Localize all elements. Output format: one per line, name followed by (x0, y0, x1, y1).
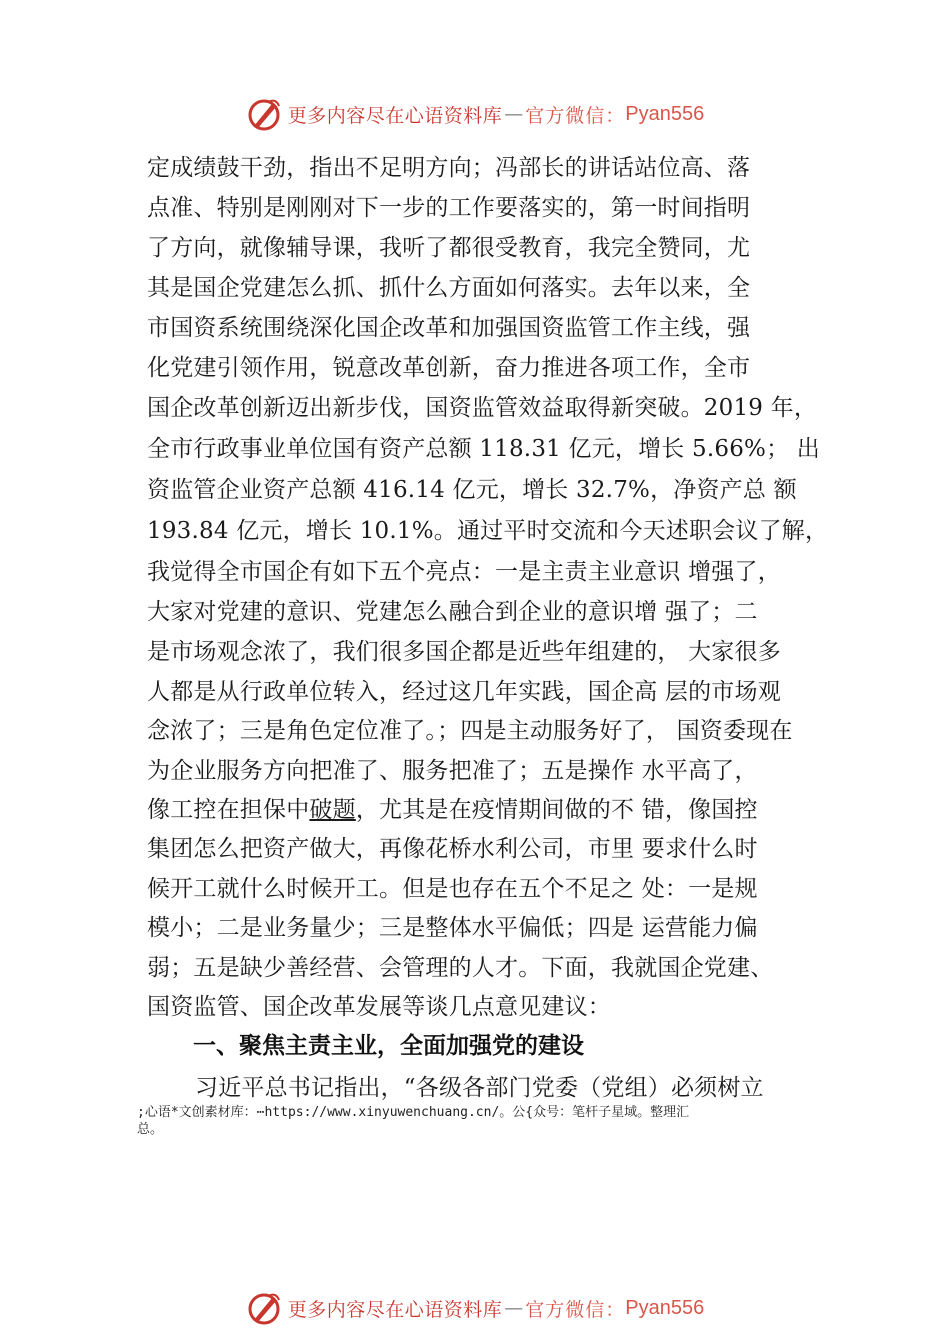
body-line: 其是国企党建怎么抓、抓什么方面如何落实。去年以来，全 (147, 275, 751, 301)
banner-wechat-label: 官方微信： (525, 104, 626, 127)
body-line: 弱；五是缺少善经营、会管理的人才。下面，我就国企党建、 (147, 955, 774, 981)
header-banner (0, 94, 950, 134)
banner-wechat-id: Pyan556 (625, 102, 705, 125)
section-heading: 一、聚焦主责主业，全面加强党的建设 (193, 1033, 584, 1059)
footnote-line: ;心语*文创素材库：⋯https://www.xinyuwenchuang.cn/。公{众号：笔杆子星域。整理汇 (137, 1105, 690, 1120)
body-line: 全市行政事业单位国有资产总额 118.31 亿元，增长 5.66%； 出 (147, 436, 820, 462)
body-line: 资监管企业资产总额 416.14 亿元，增长 32.7%，净资产总 额 (147, 477, 797, 503)
footnote-line: 总。 (137, 1122, 164, 1137)
body-line: 模小；二是业务量少；三是整体水平偏低；四是 运营能力偏 (147, 915, 758, 941)
body-line: 点准、特别是刚刚对下一步的工作要落实的，第一时间指明 (147, 195, 751, 221)
paragraph-start: 习近平总书记指出，“各级各部门党委（党组）必须树立 (195, 1075, 764, 1101)
body-line: 193.84 亿元，增长 10.1%。通过平时交流和今天述职会议了解， (147, 518, 829, 544)
body-line: 集团怎么把资产做大，再像花桥水利公司，市里 要求什么时 (147, 836, 758, 862)
body-line-part: ，尤其是在疫情期间做的不 错，像国控 (355, 797, 758, 823)
body-line: 国企改革创新迈出新步伐，国资监管效益取得新突破。2019 年， (147, 395, 818, 421)
body-line: 是市场观念浓了，我们很多国企都是近些年组建的， 大家很多 (147, 639, 781, 665)
banner-wechat-id: Pyan556 (625, 1296, 705, 1319)
body-line: 人都是从行政单位转入，经过这几年实践，国企高 层的市场观 (147, 679, 781, 705)
body-line: 了方向，就像辅导课，我听了都很受教育，我完全赞同，尤 (147, 235, 751, 261)
body-line: 定成绩鼓干劲，指出不足明方向；冯部长的讲话站位高、落 (147, 155, 751, 181)
body-line: 我觉得全市国企有如下五个亮点：一是主责主业意识 增强了， (147, 559, 781, 585)
body-line: 候开工就什么时候开工。但是也存在五个不足之 处：一是规 (147, 876, 758, 902)
pen-circle-logo-icon (246, 1290, 282, 1326)
banner-title: 更多内容尽在心语资料库 (287, 104, 503, 127)
body-line (147, 795, 847, 825)
body-line: 市国资系统围绕深化国企改革和加强国资监管工作主线，强 (147, 315, 751, 341)
underlined-term: 破题 (309, 797, 356, 823)
body-line: 大家对党建的意识、党建怎么融合到企业的意识增 强了；二 (147, 599, 758, 625)
body-line: 念浓了；三是角色定位准了。；四是主动服务好了， 国资委现在 (147, 718, 793, 744)
pen-circle-logo-icon (246, 96, 282, 132)
banner-separator: — (504, 1297, 524, 1319)
banner-wechat-label: 官方微信： (525, 1298, 626, 1321)
body-line: 为企业服务方向把准了、服务把准了；五是操作 水平高了， (147, 758, 758, 784)
body-line: 化党建引领作用，锐意改革创新，奋力推进各项工作，全市 (147, 355, 751, 381)
banner-separator: — (504, 103, 524, 125)
body-line: 国资监管、国企改革发展等谈几点意见建议： (147, 994, 611, 1020)
banner-title: 更多内容尽在心语资料库 (287, 1298, 503, 1321)
body-line-part: 像工控在担保中 (147, 797, 310, 823)
footer-banner (0, 1288, 950, 1328)
